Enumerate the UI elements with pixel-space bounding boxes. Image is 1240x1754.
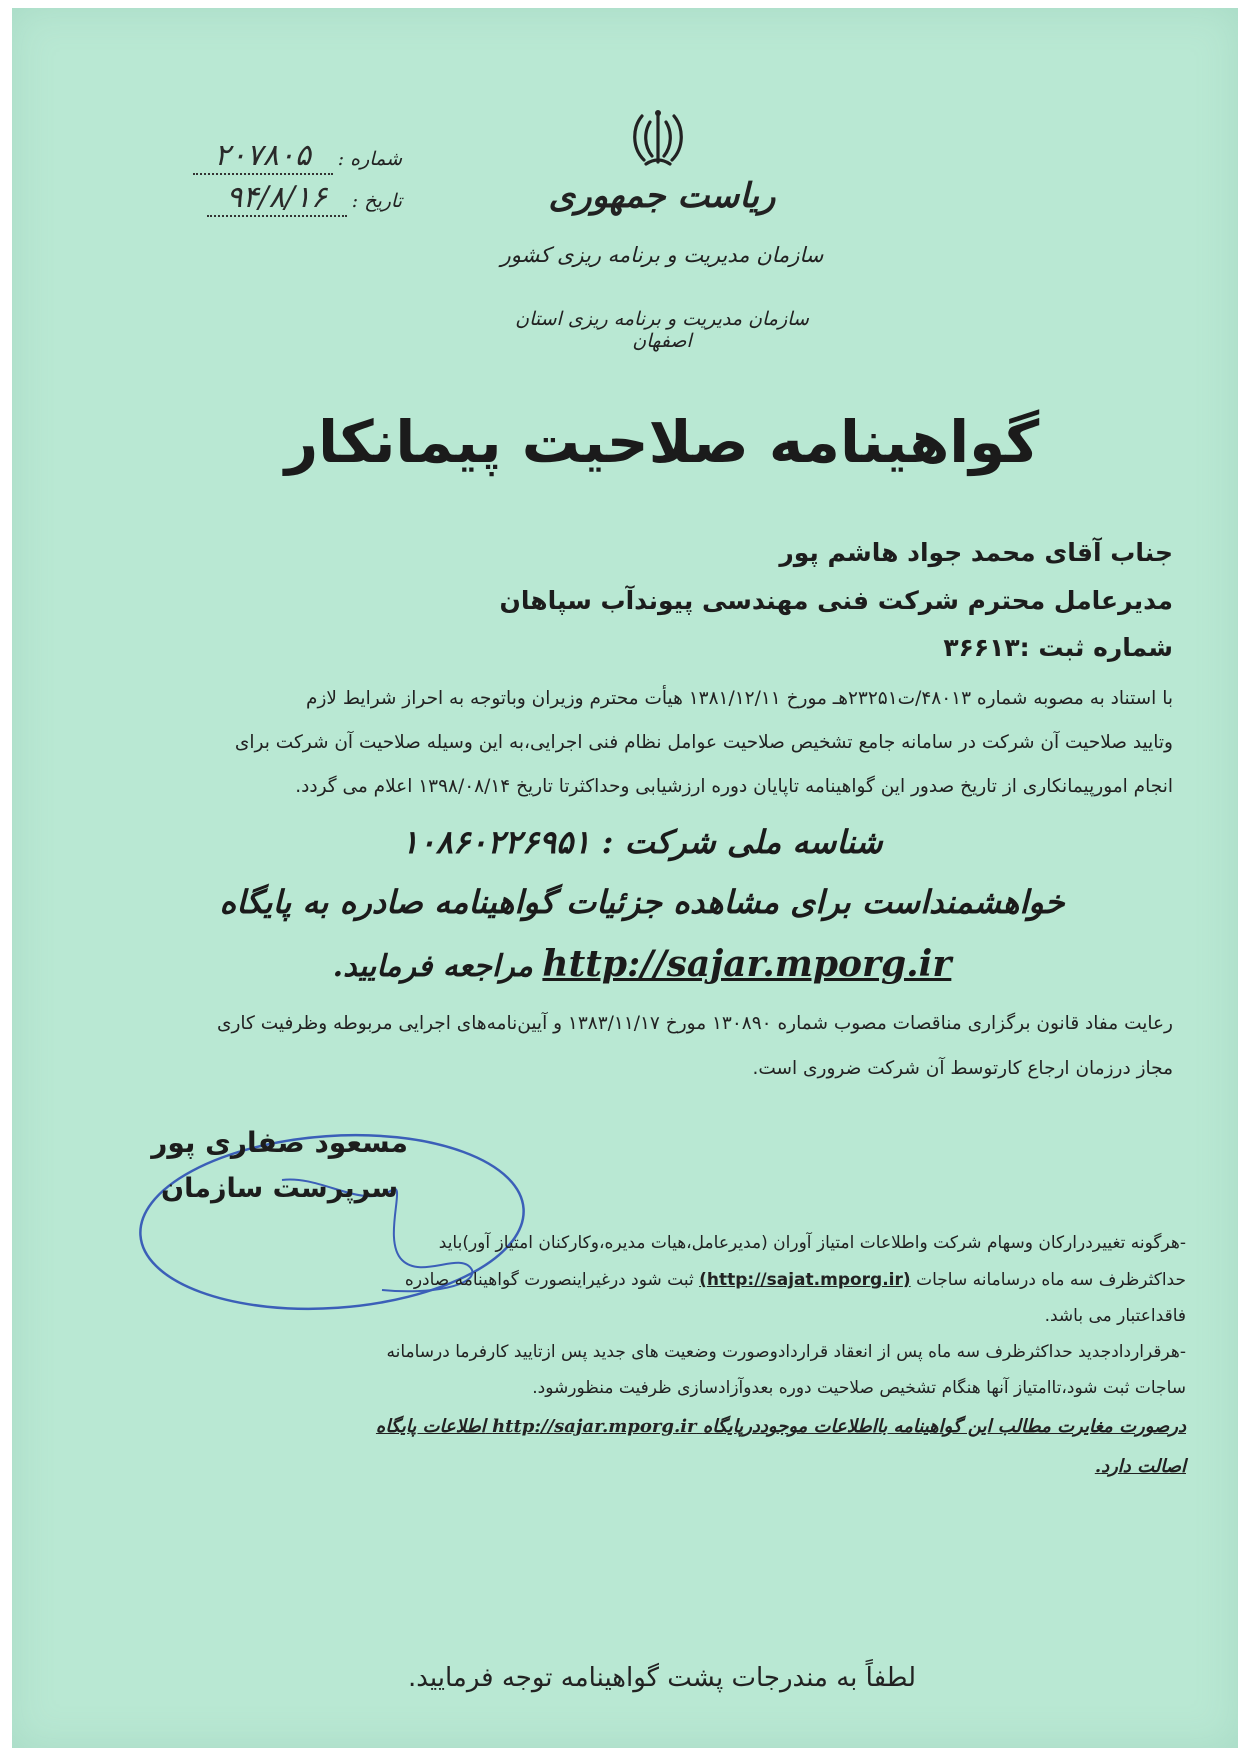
note-3-line-1 <box>71 1416 1186 1437</box>
letter-number-label: شماره : <box>337 148 402 170</box>
compliance-line-1: رعایت مفاد قانون برگزاری مناقصات مصوب شماره ۱۳۰۸۹۰ مورخ ۱۳۸۳/۱۱/۱۷ و آیین‌نامه‌های اجرایی مربوطه وظرفیت کاری <box>216 1013 1173 1034</box>
letter-number-value: ۲۰۷۸۰۵ <box>193 138 333 175</box>
letter-date-value: ۹۴/۸/۱۶ <box>207 180 347 217</box>
national-id: شناسه ملی شرکت : ۱۰۸۶۰۲۲۶۹۵۱ <box>401 823 883 861</box>
addressee-name: جناب آقای محمد جواد هاشم پور <box>779 538 1173 567</box>
letter-number <box>162 138 402 175</box>
note-3-pre: درصورت مغایرت مطالب این گواهینامه بااطلاعات موجوددرپایگاه <box>702 1416 1186 1437</box>
header-org-provincial: سازمان مدیریت و برنامه ریزی استان اصفهان <box>515 308 809 352</box>
note-3-line-2: اصالت دارد. <box>1094 1456 1186 1477</box>
portal-suffix: مراجعه فرمایید. <box>332 949 533 984</box>
signatory-name: مسعود صفاری پور <box>151 1126 408 1159</box>
body-line-2: وتایید صلاحیت آن شرکت در سامانه جامع تشخیص صلاحیت عوامل نظام فنی اجرایی،به این وسیله صلاحیت آن شرکت برای <box>234 732 1173 753</box>
note-1-line-3: فاقداعتبار می باشد. <box>1044 1306 1186 1326</box>
request-line: خواهشمنداست برای مشاهده جزئیات گواهینامه صادره به پایگاه <box>219 883 1065 921</box>
addressee-position: مدیرعامل محترم شرکت فنی مهندسی پیوندآب سپاهان <box>499 586 1173 615</box>
letter-date-label: تاریخ : <box>351 190 402 212</box>
note-3-post: اطلاعات پایگاه <box>375 1416 486 1437</box>
iran-emblem-icon <box>628 106 688 170</box>
portal-url-link[interactable]: http://sajar.mporg.ir <box>542 943 952 985</box>
note-1-line-1: -هرگونه تغییردرارکان وسهام شرکت واطلاعات امتیاز آوران (مدیرعامل،هیات مدیره،وکارکنان امتیاز آور)باید <box>438 1233 1186 1253</box>
note-1-line-2-post: ثبت شود درغیراینصورت گواهینامه صادره <box>404 1270 694 1290</box>
portal-line <box>312 943 972 985</box>
header-org-national: سازمان مدیریت و برنامه ریزی کشور <box>500 243 824 267</box>
certificate-sheet <box>12 8 1238 1748</box>
note-1-line-2-pre: حداکثرظرف سه ماه درسامانه ساجات <box>916 1270 1186 1290</box>
letter-date <box>162 180 402 217</box>
header-presidency: ریاست جمهوری <box>548 176 776 216</box>
compliance-line-2: مجاز درزمان ارجاع کارتوسط آن شرکت ضروری است. <box>752 1058 1173 1079</box>
certificate-title: گواهینامه صلاحیت پیمانکار <box>284 408 1040 476</box>
note-1-line-2 <box>71 1270 1186 1290</box>
sajar-url-link-note[interactable]: http://sajar.mporg.ir <box>492 1416 697 1437</box>
note-2-line-1: -هرقراردادجدید حداکثرظرف سه ماه پس از انعقاد قراردادوصورت وضعیت های جدید پس ازتایید کارفرما درسامانه <box>386 1342 1186 1362</box>
footer-note: لطفاً به مندرجات پشت گواهینامه توجه فرمایید. <box>407 1663 916 1693</box>
signatory-title: سرپرست سازمان <box>161 1173 398 1204</box>
body-line-1: با استناد به مصوبه شماره ۴۸۰۱۳/ت۲۳۲۵۱هـ مورخ ۱۳۸۱/۱۲/۱۱ هیأت محترم وزیران وباتوجه به احراز شرایط لازم <box>306 688 1173 709</box>
registration-number: شماره ثبت :۳۶۶۱۳ <box>943 633 1173 662</box>
body-line-3: انجام امورپیمانکاری از تاریخ صدور این گواهینامه تاپایان دوره ارزشیابی وحداکثرتا تاریخ ۱۳۹۸/۰۸/۱۴ اعلام می گردد. <box>295 776 1173 797</box>
sajat-url-link[interactable]: (http://sajat.mporg.ir) <box>699 1270 911 1290</box>
note-2-line-2: ساجات ثبت شود،تاامتیاز آنها هنگام تشخیص صلاحیت دوره بعدوآزادسازی ظرفیت منظورشود. <box>532 1378 1186 1398</box>
